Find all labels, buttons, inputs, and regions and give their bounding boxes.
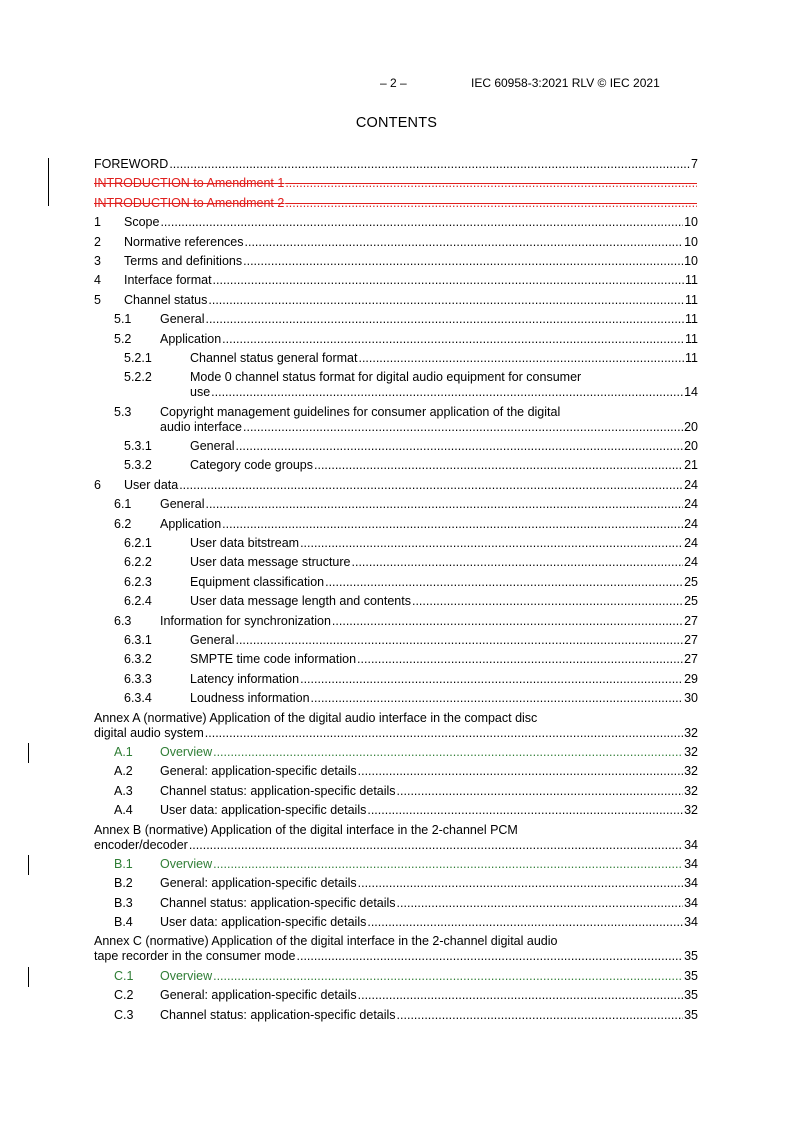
- toc-number: B.4: [114, 915, 133, 930]
- toc-entry-b-1[interactable]: [94, 857, 698, 872]
- toc-number: A.1: [114, 744, 133, 759]
- toc-title-continued: digital audio system: [94, 725, 204, 740]
- toc-entry-intro-amendment-2[interactable]: [94, 196, 698, 211]
- leader-dots: [397, 1008, 684, 1023]
- toc-page: 35: [684, 949, 698, 964]
- toc-title: Channel status: application-specific details: [160, 895, 396, 910]
- toc-entry-3[interactable]: [94, 254, 698, 269]
- toc-entry-6-2-2[interactable]: [94, 555, 698, 570]
- toc-page: 27: [684, 613, 698, 628]
- toc-entry-5[interactable]: [94, 293, 698, 308]
- toc-number: A.2: [114, 764, 133, 779]
- toc-title: User data: application-specific details: [160, 915, 367, 930]
- toc-number: 4: [94, 273, 101, 288]
- toc-number: 6.3: [114, 613, 132, 628]
- toc-entry-6-2-4[interactable]: [94, 594, 698, 609]
- toc-page: 25: [684, 574, 698, 589]
- leader-dots: [208, 293, 684, 308]
- toc-number: 6: [94, 477, 101, 492]
- toc-title: General: application-specific details: [160, 764, 357, 779]
- leader-dots: [213, 745, 683, 760]
- toc-number: 5.2: [114, 331, 132, 346]
- toc-title-continued: audio interface: [160, 419, 243, 434]
- toc-page: 11: [685, 273, 698, 288]
- toc-number: A.3: [114, 783, 133, 798]
- toc-title: User data bitstream: [190, 536, 300, 551]
- toc-title: Channel status: application-specific details: [160, 1007, 396, 1022]
- toc-entry-a-3[interactable]: [94, 784, 698, 799]
- table-of-contents: [94, 157, 698, 1027]
- toc-title: Loudness information: [190, 691, 310, 706]
- leader-dots: [235, 633, 683, 648]
- toc-page: 10: [684, 215, 698, 230]
- toc-entry-6-2-1[interactable]: [94, 536, 698, 551]
- toc-title: General: [160, 497, 205, 512]
- toc-number: 6.3.4: [124, 691, 152, 706]
- toc-entry-6-3-1[interactable]: [94, 633, 698, 648]
- toc-title: INTRODUCTION to Amendment 2: [94, 195, 285, 210]
- toc-number: C.3: [114, 1007, 134, 1022]
- toc-page: 35: [684, 988, 698, 1003]
- toc-number: 6.2.2: [124, 555, 152, 570]
- toc-page: 11: [685, 312, 698, 327]
- toc-page: 21: [684, 458, 698, 473]
- toc-entry-a-1[interactable]: [94, 745, 698, 760]
- leader-dots: [222, 517, 683, 532]
- toc-entry-5-3[interactable]: [94, 405, 698, 435]
- toc-title: Annex B (normative) Application of the digital interface in the 2-channel PCM: [94, 822, 518, 837]
- toc-page: 32: [684, 725, 698, 740]
- toc-title: Overview: [160, 968, 213, 983]
- toc-title: User data message structure: [190, 555, 351, 570]
- leader-dots: [205, 726, 683, 741]
- leader-dots: [245, 235, 684, 250]
- toc-title: SMPTE time code information: [190, 652, 357, 667]
- toc-number: 6.1: [114, 497, 132, 512]
- toc-title: Equipment classification: [190, 574, 325, 589]
- toc-page: 24: [684, 497, 698, 512]
- toc-title: General: application-specific details: [160, 876, 357, 891]
- leader-dots: [189, 838, 683, 853]
- toc-title: Information for synchronization: [160, 613, 331, 628]
- toc-entry-annex-c[interactable]: [94, 934, 698, 964]
- toc-title: Mode 0 channel status format for digital audio equipment for consumer: [190, 370, 582, 385]
- toc-number: 6.2.1: [124, 536, 152, 551]
- leader-dots: [213, 969, 683, 984]
- leader-dots: [213, 273, 684, 288]
- toc-entry-6-3-3[interactable]: [94, 672, 698, 687]
- toc-entry-6-3[interactable]: [94, 614, 698, 629]
- leader-dots: [358, 876, 683, 891]
- toc-page: 34: [684, 915, 698, 930]
- leader-dots: [300, 672, 683, 687]
- toc-title: Annex C (normative) Application of the digital interface in the 2-channel digital audio: [94, 934, 558, 949]
- toc-page: 32: [684, 764, 698, 779]
- toc-entry-annex-a[interactable]: [94, 711, 698, 741]
- leader-dots: [325, 575, 683, 590]
- toc-number: 2: [94, 234, 101, 249]
- toc-entry-c-1[interactable]: [94, 969, 698, 984]
- leader-dots: [285, 196, 697, 211]
- toc-title: FOREWORD: [94, 157, 169, 171]
- toc-entry-b-3[interactable]: [94, 896, 698, 911]
- toc-page: 32: [684, 744, 698, 759]
- leader-dots: [311, 691, 684, 706]
- toc-page: 32: [684, 783, 698, 798]
- leader-dots: [357, 652, 683, 667]
- leader-dots: [243, 420, 683, 435]
- toc-page: 10: [684, 234, 698, 249]
- toc-page: 27: [684, 652, 698, 667]
- leader-dots: [358, 764, 683, 779]
- change-bar: [28, 855, 29, 875]
- toc-entry-6-2-3[interactable]: [94, 575, 698, 590]
- toc-number: 3: [94, 253, 101, 268]
- toc-page: 34: [684, 856, 698, 871]
- toc-page: 32: [684, 803, 698, 818]
- toc-title: Category code groups: [190, 458, 313, 473]
- toc-entry-intro-amendment-1[interactable]: [94, 176, 698, 191]
- toc-title-continued: encoder/decoder: [94, 837, 188, 852]
- toc-number: A.4: [114, 803, 133, 818]
- document-id-header: IEC 60958-3:2021 RLV © IEC 2021: [471, 76, 660, 90]
- change-bar: [28, 743, 29, 763]
- toc-title: Application: [160, 516, 222, 531]
- toc-number: 5.1: [114, 312, 132, 327]
- toc-page: 34: [684, 837, 698, 852]
- toc-number: C.2: [114, 988, 134, 1003]
- toc-number: 5.2.2: [124, 370, 152, 385]
- toc-number: 5.3.1: [124, 439, 152, 454]
- leader-dots: [179, 478, 683, 493]
- toc-title: Scope: [124, 215, 160, 230]
- toc-page: 7: [691, 157, 698, 171]
- toc-page: 11: [685, 292, 698, 307]
- toc-entry-b-4[interactable]: [94, 915, 698, 930]
- toc-page: 25: [684, 594, 698, 609]
- toc-entry-6-3-4[interactable]: [94, 691, 698, 706]
- leader-dots: [358, 988, 683, 1003]
- toc-entry-a-2[interactable]: [94, 764, 698, 779]
- toc-entry-c-3[interactable]: [94, 1008, 698, 1023]
- toc-number: B.3: [114, 895, 133, 910]
- leader-dots: [300, 536, 683, 551]
- leader-dots: [243, 254, 683, 269]
- toc-number: 1: [94, 215, 101, 230]
- toc-number: 6.3.3: [124, 671, 152, 686]
- toc-title: User data: [124, 477, 179, 492]
- leader-dots: [205, 497, 683, 512]
- leader-dots: [352, 555, 684, 570]
- leader-dots: [205, 312, 684, 327]
- page-number-header: – 2 –: [380, 76, 407, 90]
- leader-dots: [314, 458, 683, 473]
- toc-page: 27: [684, 632, 698, 647]
- toc-title: User data message length and contents: [190, 594, 411, 609]
- toc-page: 24: [684, 516, 698, 531]
- change-bar: [48, 158, 49, 206]
- leader-dots: [297, 949, 684, 964]
- toc-entry-5-2[interactable]: [94, 332, 698, 347]
- toc-entry-a-4[interactable]: [94, 803, 698, 818]
- toc-title: Copyright management guidelines for consumer application of the digital: [160, 404, 561, 419]
- leader-dots: [222, 332, 684, 347]
- toc-page: 24: [684, 536, 698, 551]
- toc-entry-5-3-1[interactable]: [94, 439, 698, 454]
- toc-number: 6.2.3: [124, 574, 152, 589]
- toc-entry-6[interactable]: [94, 478, 698, 493]
- toc-entry-5-3-2[interactable]: [94, 458, 698, 473]
- toc-title: Interface format: [124, 273, 212, 288]
- toc-title: Overview: [160, 856, 213, 871]
- toc-page: 29: [684, 671, 698, 686]
- toc-title: Terms and definitions: [124, 253, 243, 268]
- toc-entry-6-3-2[interactable]: [94, 652, 698, 667]
- toc-entry-foreword[interactable]: [94, 157, 698, 172]
- toc-title-continued: tape recorder in the consumer mode: [94, 949, 296, 964]
- toc-page: 20: [684, 439, 698, 454]
- toc-title: Application: [160, 331, 222, 346]
- toc-number: C.1: [114, 968, 134, 983]
- toc-title: General: [190, 632, 235, 647]
- toc-entry-5-1[interactable]: [94, 312, 698, 327]
- leader-dots: [211, 385, 683, 400]
- toc-page: 11: [685, 331, 698, 346]
- toc-page: 35: [684, 1007, 698, 1022]
- toc-page: 20: [684, 419, 698, 434]
- toc-entry-1[interactable]: [94, 215, 698, 230]
- leader-dots: [397, 896, 684, 911]
- toc-entry-b-2[interactable]: [94, 876, 698, 891]
- toc-number: 6.2.4: [124, 594, 152, 609]
- leader-dots: [285, 176, 697, 191]
- leader-dots: [332, 614, 683, 629]
- toc-page: 34: [684, 876, 698, 891]
- toc-page: 24: [684, 555, 698, 570]
- toc-number: 6.2: [114, 516, 132, 531]
- toc-title: General: [190, 439, 235, 454]
- page-title: CONTENTS: [355, 115, 438, 131]
- leader-dots: [213, 857, 683, 872]
- toc-number: 5.3: [114, 404, 132, 419]
- leader-dots: [358, 351, 684, 366]
- toc-title: Overview: [160, 744, 213, 759]
- toc-page: 34: [684, 895, 698, 910]
- toc-title: INTRODUCTION to Amendment 1: [94, 176, 285, 191]
- toc-entry-5-2-2[interactable]: [94, 370, 698, 400]
- toc-title: Normative references: [124, 234, 244, 249]
- toc-number: 5.3.2: [124, 458, 152, 473]
- toc-title: Channel status: [124, 292, 208, 307]
- toc-entry-c-2[interactable]: [94, 988, 698, 1003]
- toc-title: General: application-specific details: [160, 988, 357, 1003]
- toc-page: 35: [684, 968, 698, 983]
- leader-dots: [169, 157, 690, 172]
- toc-title: Annex A (normative) Application of the digital audio interface in the compact disc: [94, 710, 538, 725]
- toc-number: 6.3.2: [124, 652, 152, 667]
- leader-dots: [160, 215, 683, 230]
- toc-title-continued: use: [190, 385, 211, 400]
- toc-number: 6.3.1: [124, 632, 152, 647]
- leader-dots: [235, 439, 683, 454]
- leader-dots: [367, 803, 683, 818]
- toc-number: 5: [94, 292, 101, 307]
- toc-entry-4[interactable]: [94, 273, 698, 288]
- toc-title: User data: application-specific details: [160, 803, 367, 818]
- toc-entry-2[interactable]: [94, 235, 698, 250]
- leader-dots: [367, 915, 683, 930]
- toc-number: 5.2.1: [124, 350, 152, 365]
- toc-title: General: [160, 312, 205, 327]
- toc-title: Channel status general format: [190, 350, 358, 365]
- toc-entry-6-2[interactable]: [94, 517, 698, 532]
- change-bar: [28, 967, 29, 987]
- toc-page: 11: [685, 350, 698, 365]
- toc-entry-annex-b[interactable]: [94, 823, 698, 853]
- toc-page: 14: [684, 385, 698, 400]
- toc-title: Channel status: application-specific details: [160, 783, 396, 798]
- toc-entry-6-1[interactable]: [94, 497, 698, 512]
- leader-dots: [412, 594, 683, 609]
- toc-page: 10: [684, 253, 698, 268]
- toc-page: 24: [684, 477, 698, 492]
- toc-title: Latency information: [190, 671, 300, 686]
- toc-number: B.1: [114, 856, 133, 871]
- toc-entry-5-2-1[interactable]: [94, 351, 698, 366]
- leader-dots: [397, 784, 684, 799]
- toc-page: 30: [684, 691, 698, 706]
- toc-number: B.2: [114, 876, 133, 891]
